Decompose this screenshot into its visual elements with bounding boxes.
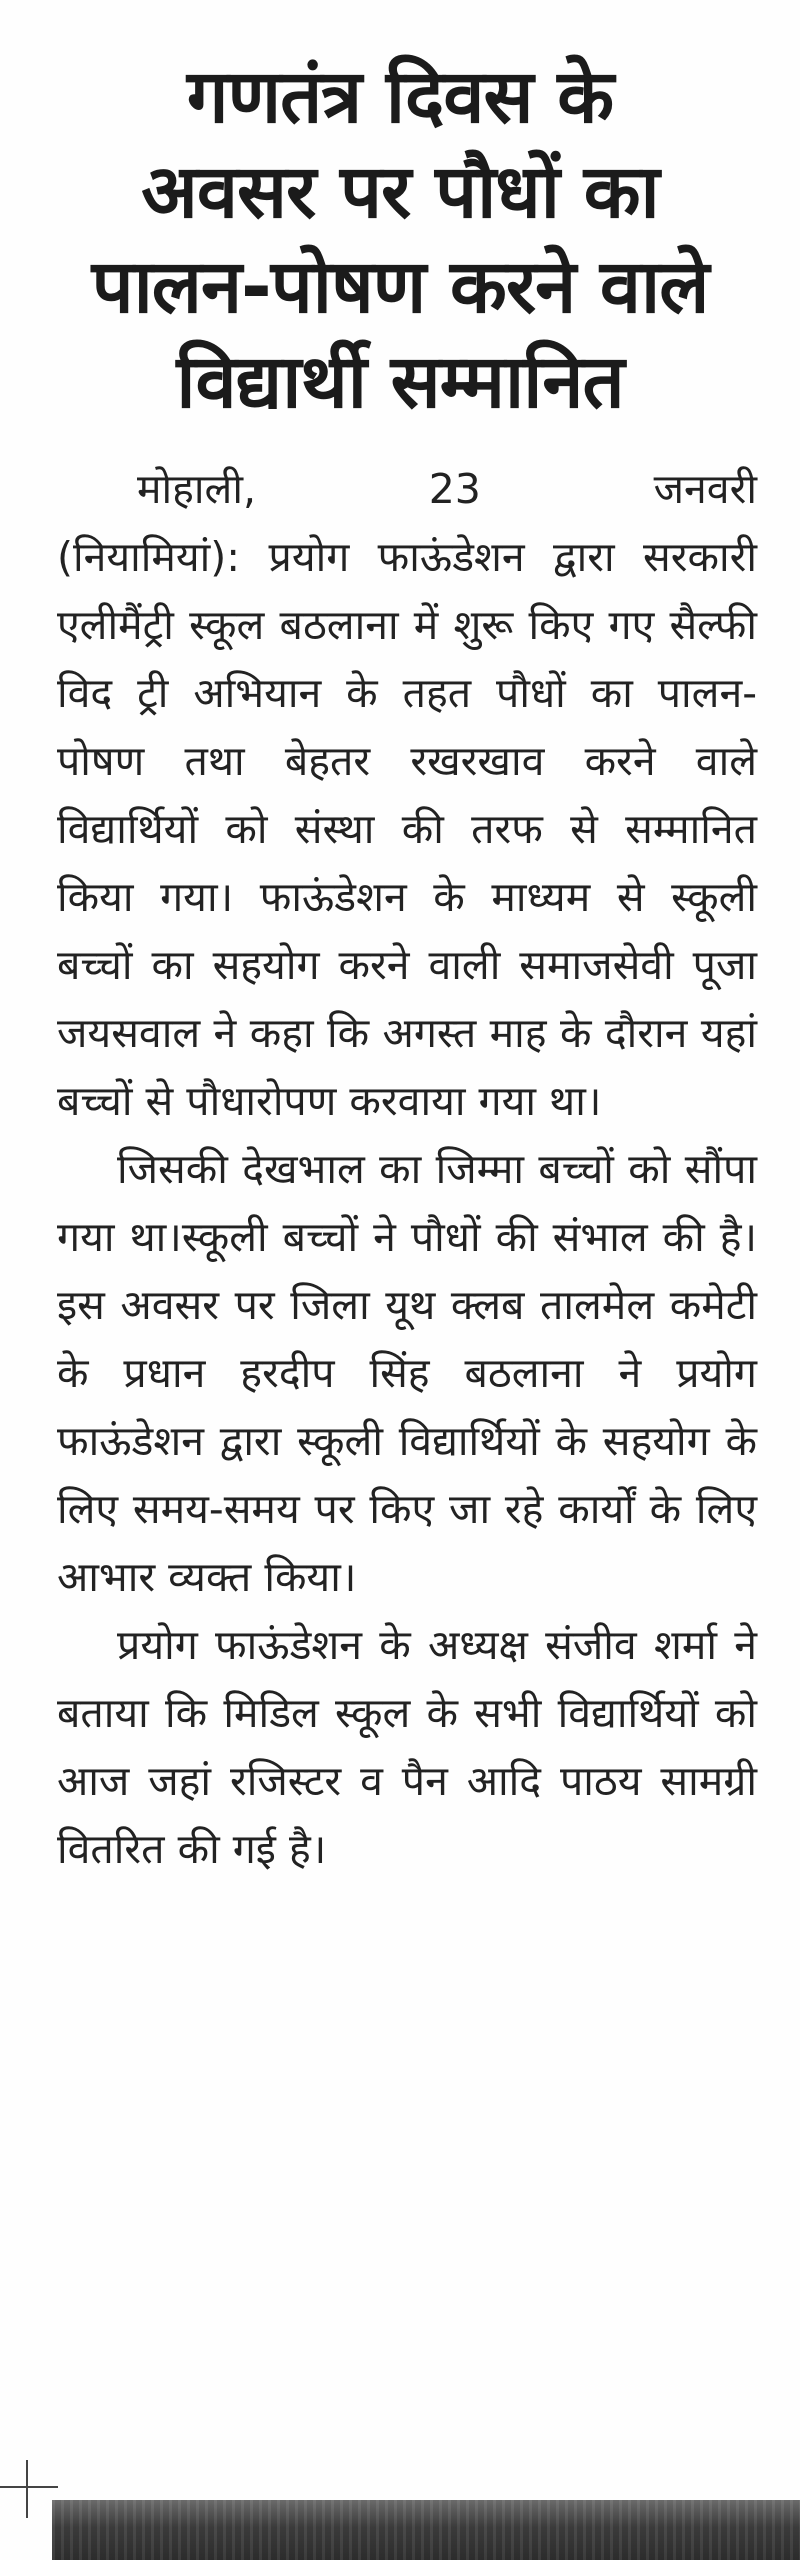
crop-mark-vertical xyxy=(26,2460,28,2518)
dateline-month: जनवरी xyxy=(653,465,757,513)
dateline-day: 23 xyxy=(428,465,481,513)
crop-mark-icon xyxy=(0,2460,60,2520)
article-paragraph-3: प्रयोग फाऊंडेशन के अध्यक्ष संजीव शर्मा ने बताया कि मिडिल स्कूल के सभी विद्यार्थियों को आज जहां रजिस्टर व पैन आदि पाठय सामग्री वितरित की गई है। xyxy=(57,1621,757,1873)
article-paragraph-1: (नियामियां): प्रयोग फाऊंडेशन द्वारा सरकारी एलीमैंट्री स्कूल बठलाना में शुरू किए गए सैल्फी विद ट्री अभियान के तहत पौधों का पालन-पोषण तथा बेहतर रखरखाव करने वाले विद्यार्थियों को संस्था की तरफ से सम्मानित किया गया। फाऊंडेशन के माध्यम से स्कूली बच्चों का सहयोग करने वाली समाजसेवी पूजा जयसवाल ने कहा कि अगस्त माह के दौरान यहां बच्चों से पौधारोपण करवाया गया था। xyxy=(57,533,757,1125)
headline xyxy=(40,50,760,430)
headline-line-3: पालन-पोषण करने वाले xyxy=(91,244,709,330)
article-body xyxy=(57,455,757,1883)
adjacent-photo-strip xyxy=(52,2500,800,2560)
headline-line-2: अवसर पर पौधों का xyxy=(141,149,659,235)
article-paragraph-2: जिसकी देखभाल का जिम्मा बच्चों को सौंपा गया था।स्कूली बच्चों ने पौधों की संभाल की है।इस अवसर पर जिला यूथ क्लब तालमेल कमेटी के प्रधान हरदीप सिंह बठलाना ने प्रयोग फाऊंडेशन द्वारा स्कूली विद्यार्थियों के सहयोग के लिए समय-समय पर किए जा रहे कार्यों के लिए आभार व्यक्त किया। xyxy=(57,1145,757,1601)
headline-line-4: विद्यार्थी सम्मानित xyxy=(176,339,624,425)
crop-mark-horizontal xyxy=(0,2486,58,2488)
dateline-place: मोहाली, xyxy=(137,465,256,513)
dateline xyxy=(57,455,757,523)
headline-line-1: गणतंत्र दिवस के xyxy=(186,54,614,140)
